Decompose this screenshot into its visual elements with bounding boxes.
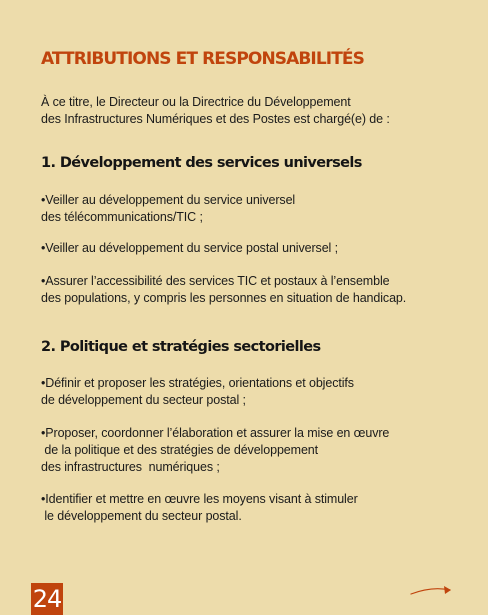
list-item	[41, 425, 389, 476]
list-item-line: •Définir et proposer les stratégies, orientations et objectifs	[41, 376, 354, 390]
list-item	[41, 240, 338, 257]
page-number: 24	[32, 585, 62, 613]
section-heading-universal-services: 1. Développement des services universels	[41, 155, 362, 171]
list-item	[41, 491, 358, 525]
list-item-line: •Veiller au développement du service postal universel ;	[41, 241, 338, 255]
list-item	[41, 375, 354, 409]
list-item	[41, 273, 406, 307]
list-item-line: des télécommunications/TIC ;	[41, 210, 203, 224]
section-heading-sector-policy: 2. Politique et stratégies sectorielles	[41, 339, 321, 355]
list-item	[41, 192, 295, 226]
list-item-line: •Proposer, coordonner l’élaboration et assurer la mise en œuvre	[41, 426, 390, 440]
page-title: ATTRIBUTIONS ET RESPONSABILITÉS	[41, 49, 364, 69]
intro-line: des Infrastructures Numériques et des Postes est chargé(e) de :	[41, 112, 390, 126]
intro-paragraph	[41, 94, 390, 128]
arrow-right-icon[interactable]	[410, 582, 454, 598]
list-item-line: des populations, y compris les personnes en situation de handicap.	[41, 291, 407, 305]
list-item-line: de développement du secteur postal ;	[41, 393, 246, 407]
list-item-line: •Identifier et mettre en œuvre les moyens visant à stimuler	[41, 492, 358, 506]
list-item-line: des infrastructures numériques ;	[41, 460, 220, 474]
list-item-line: le développement du secteur postal.	[41, 509, 242, 523]
list-item-line: •Veiller au développement du service universel	[41, 193, 296, 207]
list-item-line: •Assurer l’accessibilité des services TIC et postaux à l’ensemble	[41, 274, 390, 288]
intro-line: À ce titre, le Directeur ou la Directrice du Développement	[41, 95, 351, 109]
list-item-line: de la politique et des stratégies de développement	[41, 443, 319, 457]
